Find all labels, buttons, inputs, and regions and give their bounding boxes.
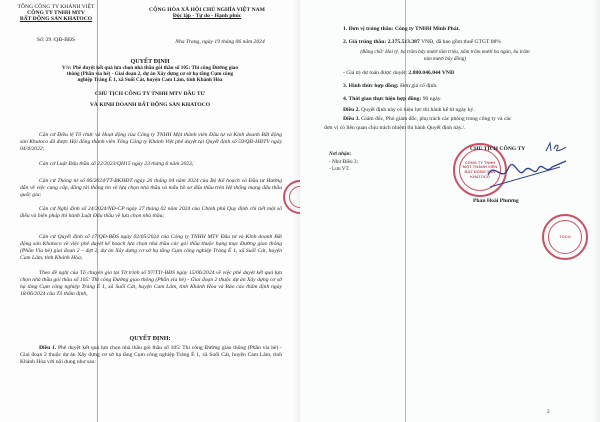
approved-estimate-label: - Giá trị dự toán được duyệt: bbox=[343, 70, 408, 76]
nation-line2 bbox=[132, 14, 282, 20]
article-2-label: Điều 2. bbox=[343, 107, 360, 113]
ground-circular: Căn cứ Thông tư số 06/2024/TT-BKHĐT ngày 26 tháng 04 năm 2024 của Bộ Kế hoạch và Đầu tư Hướng dẫn về việc cung cấp, đăng tải thông tin về lựa chọn nhà thầu và mẫu hồ sơ đấu thầu trên Hệ thống mạng đấu thầu quốc gia; bbox=[20, 178, 282, 198]
article-2 bbox=[343, 108, 475, 114]
subject-line-2: thông (Phần vỉa hè) - Giai đoạn 2, dự án Xây dựng cơ sở hạ tầng Cụm công bbox=[66, 71, 234, 77]
price-in-words-1: (Bằng chữ: Hai tỷ, ba trăm bảy mươi lăm triệu, năm trăm mười ba ngàn, ba trăm bbox=[360, 49, 530, 55]
scan-fold-line bbox=[405, 0, 406, 422]
contract-type bbox=[343, 84, 438, 90]
place-date: Nha Trang, ngày 19 tháng 06 năm 2024 bbox=[175, 39, 265, 45]
decision-heading: QUYẾT ĐỊNH: bbox=[129, 336, 171, 342]
approved-estimate bbox=[343, 71, 454, 77]
doc-number: Số: 29 /QĐ-BĐS bbox=[36, 37, 76, 43]
contract-duration bbox=[343, 97, 442, 103]
initial-mark-icon bbox=[544, 141, 568, 153]
signer-title: CHỦ TỊCH CÔNG TY bbox=[470, 146, 526, 152]
page-edge-shade bbox=[592, 0, 600, 422]
subject-line-3: nghiệp Trảng É 1, xã Suối Cát, huyện Cam Lâm, tỉnh Khánh Hòa bbox=[77, 77, 223, 83]
org-name-line1: CÔNG TY TNHH MTV bbox=[27, 10, 85, 16]
winning-bidder-label: 1. Đơn vị trúng thầu: bbox=[343, 26, 394, 32]
winning-bidder-value: Công ty TNHH Minh Phát. bbox=[393, 26, 460, 32]
article-3-label: Điều 3. bbox=[343, 116, 360, 122]
contract-duration-value: 90 ngày. bbox=[421, 96, 442, 102]
seal-text: CÔNG TY TNHH MỘT THÀNH VIÊN BẤT ĐỘNG SẢN KHATOCO bbox=[462, 159, 498, 179]
authority-line-1: CHỦ TỊCH CÔNG TY TNHH MTV ĐẦU TƯ bbox=[94, 91, 206, 97]
contract-duration-label: 4. Thời gian thực hiện hợp đồng: bbox=[343, 96, 422, 102]
recipient-2: - Lưu VT. bbox=[329, 166, 350, 172]
page-number: 2 bbox=[547, 409, 550, 415]
signer-name: Phan Hoài Phương bbox=[473, 198, 519, 204]
article-1-text: Phê duyệt kết quả lựa chọn nhà thầu gói thầu số 105: Thi công Đường giao thông (Phần vỉa hè) - Giai đoạn 2 thuộc dự án Xây dựng cơ sở hạ tầng Cụm công nghiệp Trảng É 1, xã Suối Cát, huyện Cam Lâm, tỉnh Khánh Hòa với nội dung như sau: bbox=[20, 345, 283, 365]
motto-text: Độc lập - Tự do - Hạnh phúc bbox=[172, 13, 242, 19]
article-1 bbox=[20, 345, 282, 366]
company-seal-partial bbox=[542, 214, 588, 260]
page-edge-shade bbox=[292, 0, 300, 422]
document-title: QUYẾT ĐỊNH bbox=[130, 59, 170, 65]
article-3-line1 bbox=[343, 117, 511, 123]
winning-price-suffix: VNĐ, đã bao gồm thuế GTGT 08% bbox=[419, 39, 501, 45]
org-name-text: BẤT ĐỘNG SẢN KHATOCO bbox=[19, 16, 93, 22]
ground-decision-17: Căn cứ Quyết định số 17/QĐ-BĐS ngày 02/05/2024 của Công ty TNHH MTV Đầu tư và Kinh doanh Bất động sản Khatoco về việc phê duyệt kế hoạch lựa chọn nhà thầu các gói thầu thuộc hạng mục Đường giao thông (Phần Vỉa hè) giai đoạn 2 – đợt 2, dự án Xây dựng cơ sở hạ tầng Cụm công nghiệp Trảng É 1, xã Suối Cát, huyện Cam Lâm, tỉnh Khánh Hòa; bbox=[20, 234, 282, 261]
article-2-text: Quyết định này có hiệu lực thi hành kể từ ngày ký. bbox=[359, 107, 475, 113]
approved-estimate-value: 2.880.046.044 VNĐ bbox=[407, 70, 454, 76]
contract-type-label: 3. Hình thức hợp đồng: bbox=[343, 83, 399, 89]
seal-text-partial: TOCO bbox=[559, 233, 571, 239]
recipients-heading: Nơi nhận: bbox=[329, 151, 352, 157]
winning-price-label: 2. Giá trúng thầu: bbox=[343, 39, 387, 45]
ground-charter: Căn cứ Điều lệ Tổ chức và Hoạt động của Công ty TNHH Một thành viên Đầu tư và Kinh doanh Bất động sản Khatoco đã được Hội đồng thành viên Tổng Công ty Khánh Việt phê duyệt tại Quyết định số 59/QĐ-HĐTV ngày 04/4/2022; bbox=[20, 132, 282, 152]
ground-proposal: Theo đề nghị của Tổ chuyên gia tại Tờ trình số 97/TTr-BĐS ngày 15/06/2024 về việc phê duyệt kết quả lựa chọn nhà thầu gói thầu số 105: Thi công Đường giao thông (Phần vỉa hè) - Giai đoạn 2 thuộc dự án Xây dựng cơ sở hạ tầng Cụm công nghiệp Trảng É 1, xã Suối Cát, huyện Cam Lâm, tỉnh Khánh Hòa và Báo cáo thẩm định ngày 18/06/2024 của Tổ thẩm định, bbox=[20, 270, 282, 297]
recipient-1: - Như Điều 3; bbox=[329, 159, 358, 165]
winning-bidder bbox=[343, 27, 460, 33]
price-in-words-2: tám mươi bảy đồng) bbox=[423, 56, 467, 62]
article-1-label: Điều 1. bbox=[39, 345, 57, 351]
document-page-2 bbox=[300, 0, 600, 422]
contract-type-value: Đơn giá cố định. bbox=[398, 83, 438, 89]
subject-line-1: V/v: Phê duyệt kết quả lựa chọn nhà thầu gói thầu số 105: Thi công Đường giao bbox=[62, 65, 238, 71]
authority-line-2: VÀ KINH DOANH BẤT ĐỘNG SẢN KHATOCO bbox=[89, 102, 211, 108]
ground-decree: Căn cứ Nghị định số 24/2024/NĐ-CP ngày 27 tháng 02 năm 2024 của Chính phủ Quy định chi tiết một số điều và biện pháp thi hành Luật Đấu thầu về lựa chọn nhà thầu; bbox=[20, 206, 282, 219]
signature-icon bbox=[480, 153, 570, 193]
nation-line1: CỘNG HÒA XÃ HỘI CHỦ NGHĨA VIỆT NAM bbox=[149, 7, 265, 13]
ground-bidding-law: Căn cứ Luật Đấu thầu số 22/2023/QH15 ngày 23 tháng 6 năm 2023; bbox=[39, 161, 194, 167]
article-3-line2: đơn vị có liên quan chịu trách nhiệm thi hành Quyết định này./. bbox=[324, 125, 466, 131]
winning-price-amount: 2.375.513.387 bbox=[386, 39, 420, 45]
winning-price bbox=[343, 40, 501, 46]
org-name-line2 bbox=[6, 17, 106, 23]
article-3-text: Giám đốc, Phó giám đốc, phụ trách các phòng trong công ty và các bbox=[359, 116, 512, 122]
org-parent: TỔNG CÔNG TY KHÁNH VIỆT bbox=[17, 4, 95, 10]
